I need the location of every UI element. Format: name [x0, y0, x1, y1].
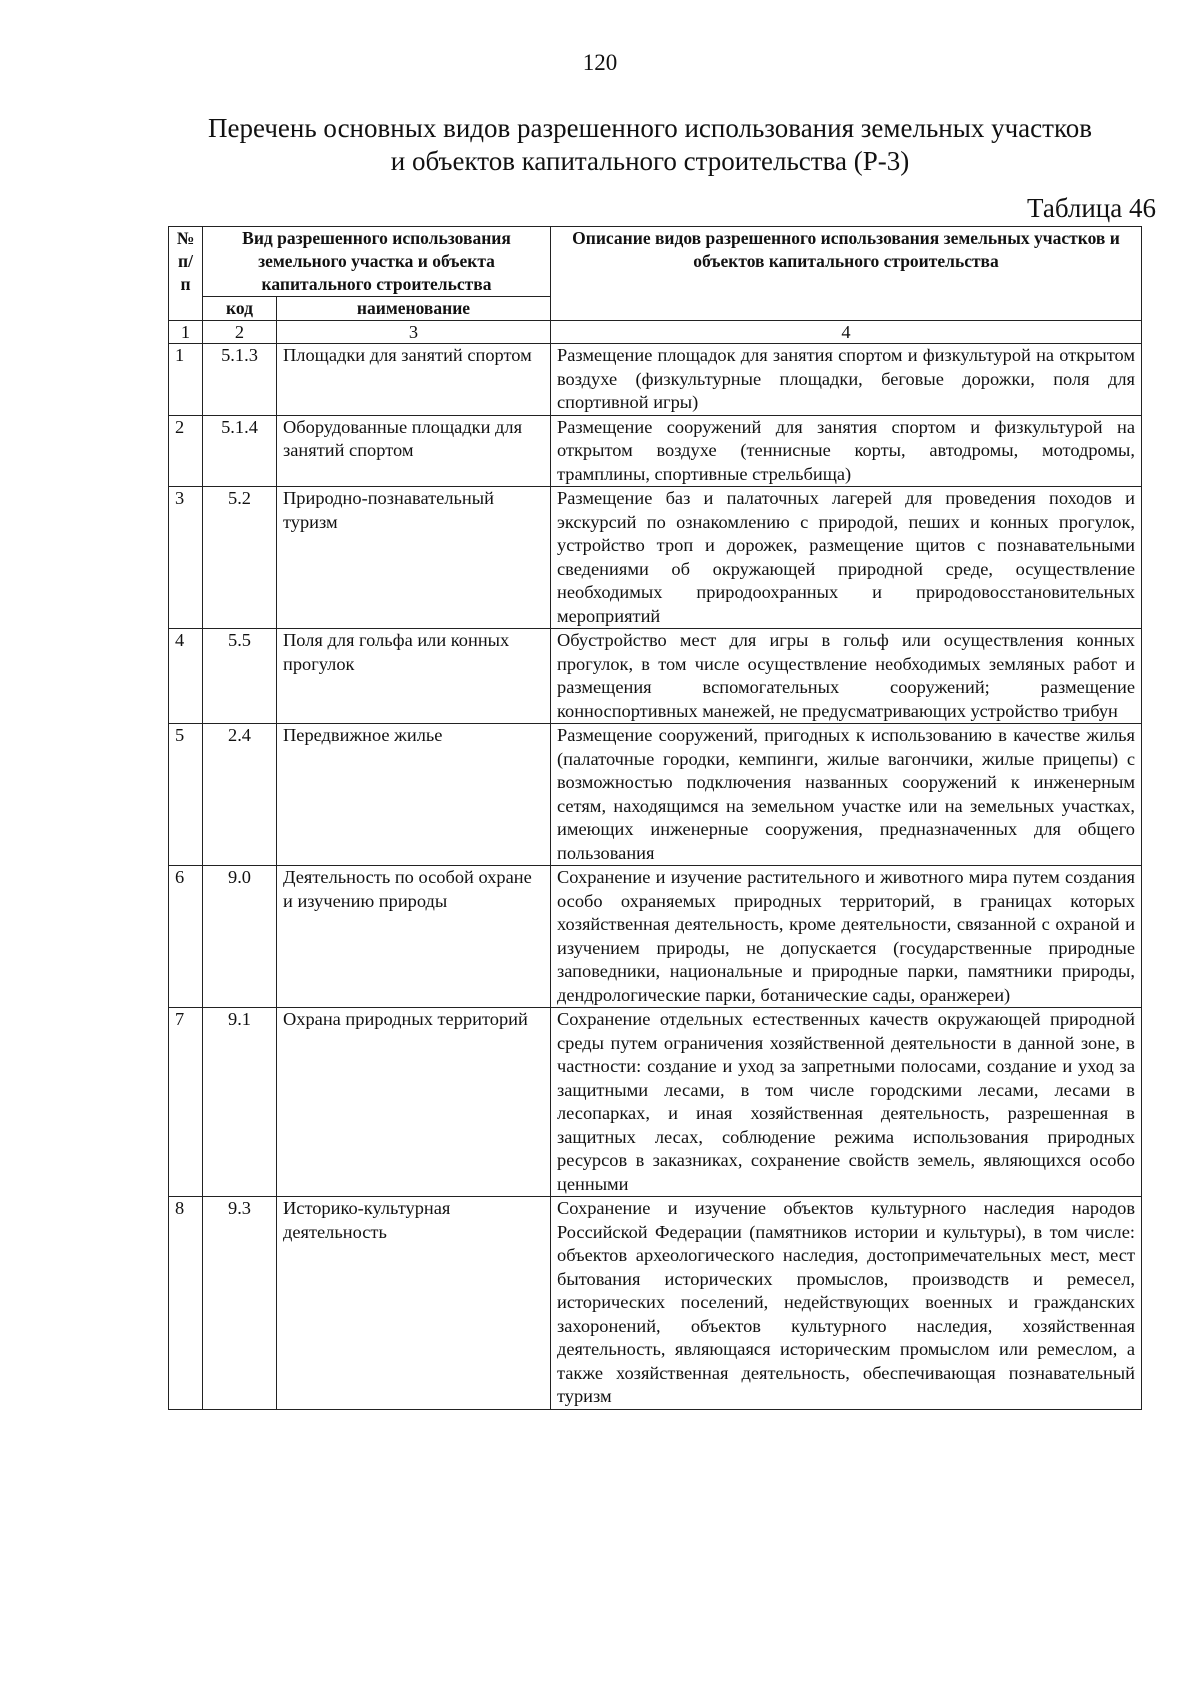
header-number: № п/п	[169, 227, 203, 321]
page-number: 120	[582, 50, 618, 75]
column-index: 3	[277, 321, 551, 344]
column-index: 2	[203, 321, 277, 344]
use-description: Сохранение и изучение растительного и животного мира путем создания особо охраняемых природных территорий, в границах которых хозяйственная деятельность, кроме деятельности, связанной с охраной и изучением природы, не допускается (государственные природные заповедники, национальные и природные парки, памятники природы, дендрологические парки, ботанические сады, оранжереи)	[551, 866, 1142, 1008]
use-description: Размещение сооружений для занятия спортом и физкультурой на открытом воздухе (теннисные корты, автодромы, мотодромы, трамплины, спортивные стрельбища)	[551, 415, 1142, 487]
use-name: Оборудованные площадки для занятий спортом	[277, 415, 551, 487]
use-description: Размещение сооружений, пригодных к использованию в качестве жилья (палаточные городки, кемпинги, жилые вагончики, жилые прицепы) с возможностью подключения названных сооружений к инженерным сетям, находящимся на земельном участке или на земельных участках, имеющих инженерные сооружения, предназначенных для общего пользования	[551, 724, 1142, 866]
use-name: Поля для гольфа или конных прогулок	[277, 629, 551, 724]
use-code: 5.5	[203, 629, 277, 724]
table-row	[169, 487, 1142, 629]
use-description: Размещение площадок для занятия спортом и физкультурой на открытом воздухе (физкультурные площадки, беговые дорожки, поля для спортивной игры)	[551, 344, 1142, 416]
table-row	[169, 629, 1142, 724]
use-name: Историко-культурная деятельность	[277, 1197, 551, 1410]
use-code: 2.4	[203, 724, 277, 866]
column-index: 4	[551, 321, 1142, 344]
row-number: 1	[169, 344, 203, 416]
use-code: 5.1.4	[203, 415, 277, 487]
header-code: код	[203, 297, 277, 321]
table-row	[169, 344, 1142, 416]
header-name: наименование	[277, 297, 551, 321]
row-number: 4	[169, 629, 203, 724]
use-description: Размещение баз и палаточных лагерей для проведения походов и экскурсий по ознакомлению с природой, пеших и конных прогулок, устройство троп и дорожек, размещение щитов с познавательными сведениями об окружающей природной среде, осуществление необходимых природоохранных и природовосстановительных мероприятий	[551, 487, 1142, 629]
use-name: Передвижное жилье	[277, 724, 551, 866]
row-number: 5	[169, 724, 203, 866]
use-code: 9.3	[203, 1197, 277, 1410]
document-title	[120, 112, 1180, 178]
land-use-table	[168, 226, 1142, 1410]
title-line-1: Перечень основных видов разрешенного использования земельных участков	[208, 113, 1092, 143]
use-description: Обустройство мест для игры в гольф или осуществления конных прогулок, в том числе осуществление необходимых земляных работ и размещения вспомогательных сооружений; размещение конноспортивных манежей, не предусматривающих устройство трибун	[551, 629, 1142, 724]
table-row	[169, 866, 1142, 1008]
table-row	[169, 415, 1142, 487]
table-body	[169, 321, 1142, 1410]
use-name: Площадки для занятий спортом	[277, 344, 551, 416]
table-header-row	[169, 227, 1142, 297]
row-number: 8	[169, 1197, 203, 1410]
use-code: 5.2	[203, 487, 277, 629]
table-row	[169, 724, 1142, 866]
row-number: 2	[169, 415, 203, 487]
use-code: 5.1.3	[203, 344, 277, 416]
header-use-type: Вид разрешенного использования земельного участка и объекта капитального строительства	[203, 227, 551, 297]
column-index-row	[169, 321, 1142, 344]
table-row	[169, 1008, 1142, 1197]
row-number: 6	[169, 866, 203, 1008]
use-description: Сохранение и изучение объектов культурного наследия народов Российской Федерации (памятников истории и культуры), в том числе: объектов археологического наследия, достопримечательных мест, мест бытования исторических промыслов, производств и ремесел, исторических поселений, недействующих военных и гражданских захоронений, объектов культурного наследия, хозяйственная деятельность, являющаяся историческим промыслом или ремеслом, а также хозяйственная деятельность, обеспечивающая познавательный туризм	[551, 1197, 1142, 1410]
use-description: Сохранение отдельных естественных качеств окружающей природной среды путем ограничения хозяйственной деятельности в данной зоне, в частности: создание и уход за запретными полосами, создание и уход за защитными лесами, в том числе городскими лесами, лесами в лесопарках, и иная хозяйственная деятельность, разрешенная в защитных лесах, соблюдение режима использования природных ресурсов в заказниках, сохранение свойств земель, являющихся особо ценными	[551, 1008, 1142, 1197]
use-name: Деятельность по особой охране и изучению природы	[277, 866, 551, 1008]
use-code: 9.1	[203, 1008, 277, 1197]
row-number: 7	[169, 1008, 203, 1197]
use-name: Природно-познавательный туризм	[277, 487, 551, 629]
table-row	[169, 1197, 1142, 1410]
title-line-2: и объектов капитального строительства (Р-3)	[390, 146, 910, 176]
row-number: 3	[169, 487, 203, 629]
table-caption: Таблица 46	[1027, 193, 1156, 223]
use-name: Охрана природных территорий	[277, 1008, 551, 1197]
column-index: 1	[169, 321, 203, 344]
use-code: 9.0	[203, 866, 277, 1008]
header-description: Описание видов разрешенного использования земельных участков и объектов капитального строительства	[551, 227, 1142, 321]
